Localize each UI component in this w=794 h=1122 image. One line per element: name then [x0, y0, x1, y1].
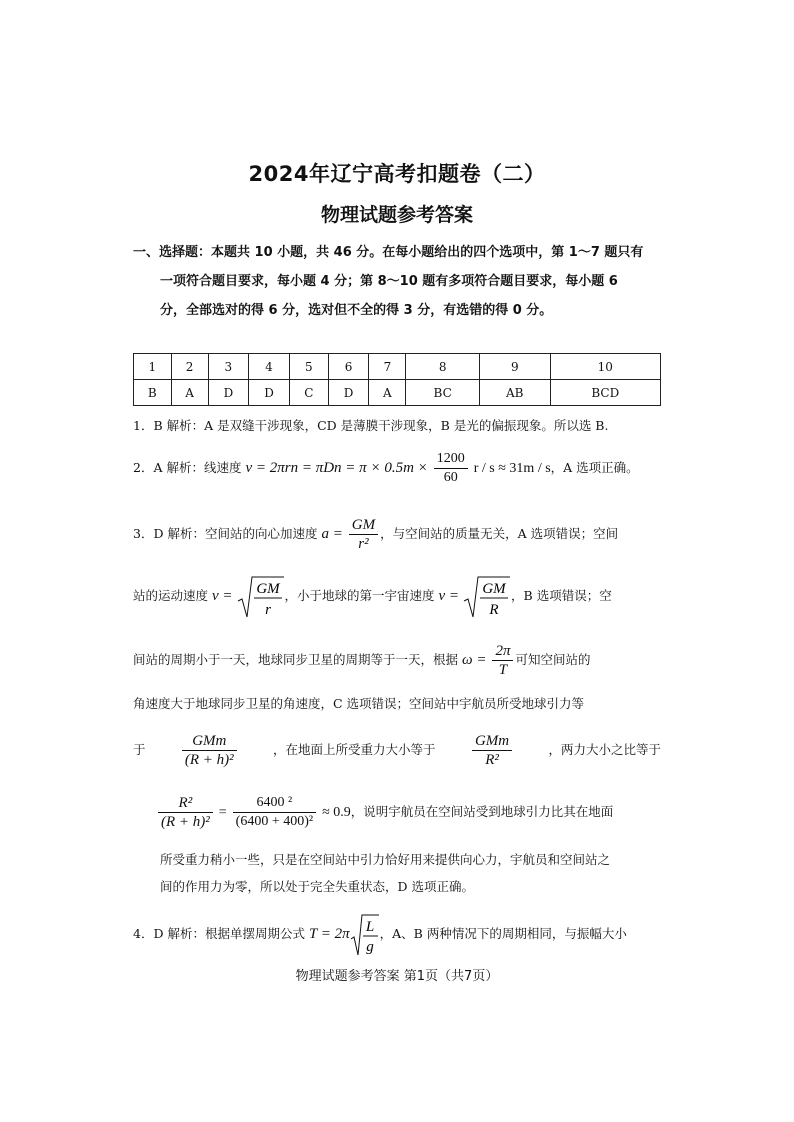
answer-cell: D — [208, 380, 249, 406]
q4-explanation — [133, 912, 627, 957]
answer-cell: BC — [406, 380, 480, 406]
q3-accel-num: GM — [349, 516, 378, 535]
q3-v2-symbol: v = — [438, 588, 460, 604]
q3-weight-fraction — [472, 732, 512, 769]
q3-l3-tail: 可知空间站的 — [515, 652, 591, 667]
q3-line1 — [133, 514, 618, 554]
q3-line3 — [133, 640, 590, 680]
q4-num: L — [365, 918, 374, 935]
q2-frac-num: 1200 — [434, 450, 468, 469]
answer-cell: B — [134, 380, 172, 406]
q3-l2-lead: 站的运动速度 — [133, 588, 209, 603]
q2-lead: 2．A 解析：线速度 — [133, 460, 242, 475]
q3-l5-a: 于 — [133, 742, 146, 757]
q4-lead: 4．D 解析：根据单摆周期公式 — [133, 926, 305, 941]
q3-gravity-den: (R + h)² — [184, 751, 234, 768]
answer-cell: D — [249, 380, 290, 406]
q3-line7: 所受重力稍小一些，只是在空间站中引力恰好用来提供向心力，宇航员和空间站之 — [160, 852, 611, 867]
q3-accel-den: r² — [358, 536, 369, 552]
page-title: 2024年辽宁高考扣题卷（二） — [248, 162, 546, 186]
answer-cell: AB — [479, 380, 550, 406]
answer-cell: A — [369, 380, 406, 406]
q2-fraction — [434, 450, 468, 487]
answer-table-number-row — [134, 354, 661, 380]
sqrt-icon — [463, 574, 511, 619]
q3-equals: = — [218, 805, 227, 820]
q4-formula: T = 2π — [308, 926, 350, 942]
q3-omega-symbol: ω = — [462, 652, 487, 668]
q3-l5-c: ，两力大小之比等于 — [548, 742, 661, 757]
page-subtitle: 物理试题参考答案 — [320, 204, 473, 226]
q3-l1-lead: 3．D 解析：空间站的向心加速度 — [133, 526, 318, 541]
answer-table-answer-row — [134, 380, 661, 406]
q3-line8: 间的作用力为零，所以处于完全失重状态，D 选项正确。 — [160, 879, 474, 894]
answer-cell: BCD — [550, 380, 660, 406]
q3-gravity-fraction — [182, 732, 237, 769]
q3-v2-num: GM — [482, 580, 506, 597]
question-number-cell: 4 — [249, 354, 290, 380]
answer-cell: A — [171, 380, 208, 406]
q3-line4: 角速度大于地球同步卫星的角速度，C 选项错误；空间站中宇航员所受地球引力等 — [133, 696, 585, 711]
q2-formula-b: r / s ≈ 31m / s — [473, 461, 551, 476]
q3-weight-den: R² — [485, 751, 499, 768]
sqrt-icon — [350, 912, 380, 957]
q2-frac-den: 60 — [443, 470, 458, 485]
q3-ratio-den: (R + h)² — [161, 814, 210, 830]
sqrt-icon — [237, 574, 285, 619]
q3-omega-num: 2π — [492, 642, 513, 661]
section1-line1: 一、选择题：本题共 10 小题，共 46 分。在每小题给出的四个选项中，第 1～7 题只有 — [133, 245, 644, 260]
answer-cell: D — [328, 380, 369, 406]
question-number-cell: 6 — [328, 354, 369, 380]
q3-ratio-num: R² — [158, 794, 213, 813]
q3-ratio-fraction — [158, 794, 213, 831]
q3-l6-tail: ，说明宇航员在空间站受到地球引力比其在地面 — [350, 804, 614, 819]
section1-line2: 一项符合题目要求，每小题 4 分；第 8～10 题有多项符合题目要求，每小题 6 — [160, 274, 618, 289]
question-number-cell: 2 — [171, 354, 208, 380]
q4-tail: ，A、B 两种情况下的周期相同，与振幅大小 — [379, 926, 627, 941]
q2-explanation — [133, 446, 639, 491]
question-number-cell: 3 — [208, 354, 249, 380]
q3-value-num: 6400 ² — [233, 794, 316, 813]
question-number-cell: 5 — [289, 354, 328, 380]
q3-v1-symbol: v = — [212, 588, 233, 604]
q3-l2-tail: ，B 选项错误；空 — [511, 588, 612, 603]
q3-l3-lead: 间站的周期小于一天，地球同步卫星的周期等于一天，根据 — [133, 652, 459, 667]
q2-formula-a: v = 2πrn = πDn = π × 0.5m × — [245, 460, 428, 476]
q2-tail: ，A 选项正确。 — [550, 460, 639, 475]
q3-weight-num: GMm — [472, 732, 512, 751]
q3-gravity-num: GMm — [182, 732, 237, 751]
q3-l2-mid: ，小于地球的第一宇宙速度 — [284, 588, 435, 603]
answer-cell: C — [289, 380, 328, 406]
q3-omega-fraction — [492, 642, 513, 679]
question-number-cell: 1 — [134, 354, 172, 380]
q3-approx: ≈ 0.9 — [322, 805, 351, 820]
q3-v2-den: R — [489, 601, 499, 618]
q3-accel-fraction — [349, 516, 378, 553]
section1-line3: 分，全部选对的得 6 分，选对但不全的得 3 分，有选错的得 0 分。 — [160, 303, 553, 318]
q4-den: g — [365, 938, 374, 955]
q3-line6 — [156, 792, 613, 833]
q3-l5-b: ，在地面上所受重力大小等于 — [273, 742, 436, 757]
question-number-cell: 9 — [479, 354, 550, 380]
q3-line5 — [133, 730, 661, 770]
q3-v1-num: GM — [255, 580, 280, 597]
page-footer: 物理试题参考答案 第1页（共7页） — [295, 969, 499, 984]
q1-explanation: 1．B 解析：A 是双缝干涉现象，CD 是薄膜干涉现象，B 是光的偏振现象。所以选 B. — [133, 418, 609, 433]
q3-l1-tail: ，与空间站的质量无关，A 选项错误；空间 — [380, 526, 619, 541]
q3-value-den: (6400 + 400)² — [235, 814, 314, 829]
q3-line2 — [133, 574, 612, 619]
q3-v1-den: r — [264, 601, 271, 618]
question-number-cell: 10 — [550, 354, 660, 380]
answer-table — [133, 353, 661, 406]
q3-value-fraction — [233, 794, 316, 831]
question-number-cell: 8 — [406, 354, 480, 380]
q3-accel-symbol: a = — [321, 526, 343, 542]
q3-omega-den: T — [498, 662, 508, 678]
question-number-cell: 7 — [369, 354, 406, 380]
